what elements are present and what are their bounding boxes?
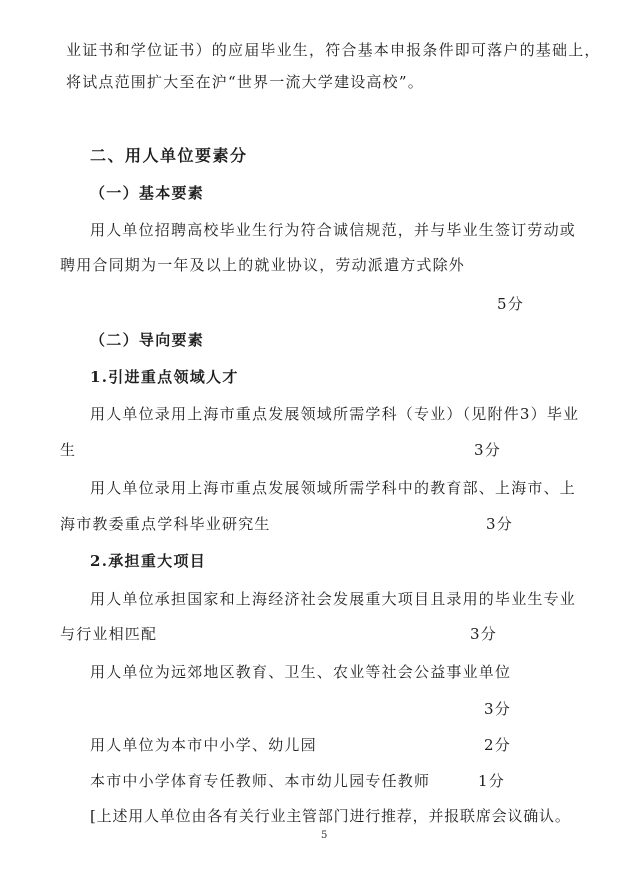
text-line: 用人单位录用上海市重点发展领域所需学科中的教育部、上海市、上 xyxy=(90,479,577,497)
item-heading: 2.承担重大项目 xyxy=(90,552,207,570)
text-line: 生 xyxy=(60,441,77,459)
score-value: 3分 xyxy=(470,625,497,643)
score-value: 5分 xyxy=(497,295,524,313)
text-line: 用人单位为远郊地区教育、卫生、农业等社会公益事业单位 xyxy=(90,663,512,681)
text-line: 本市中小学体育专任教师、本市幼儿园专任教师 xyxy=(90,772,431,790)
text-line: 与行业相匹配 xyxy=(60,625,158,643)
text-line: 用人单位招聘高校毕业生行为符合诚信规范，并与毕业生签订劳动或 xyxy=(90,221,577,239)
score-value: 3分 xyxy=(484,700,511,718)
score-value: 3分 xyxy=(486,515,513,533)
text-line: 海市教委重点学科毕业研究生 xyxy=(60,515,271,533)
text-line: 用人单位承担国家和上海经济社会发展重大项目且录用的毕业生专业 xyxy=(90,590,577,608)
score-value: 3分 xyxy=(474,441,501,459)
text-line: 聘用合同期为一年及以上的就业协议，劳动派遣方式除外 xyxy=(60,256,466,274)
text-line: 将试点范围扩大至在沪“世界一流大学建设高校”。 xyxy=(66,73,424,91)
score-value: 1分 xyxy=(478,772,505,790)
subsection-heading: （一）基本要素 xyxy=(90,184,205,202)
page-number: 5 xyxy=(321,830,328,841)
text-line: 用人单位为本市中小学、幼儿园 xyxy=(90,736,317,754)
item-heading: 1.引进重点领域人才 xyxy=(90,368,239,386)
subsection-heading: （二）导向要素 xyxy=(90,331,205,349)
section-heading: 二、用人单位要素分 xyxy=(90,146,248,165)
score-value: 2分 xyxy=(484,736,511,754)
text-line: 用人单位录用上海市重点发展领域所需学科（专业）（见附件3）毕业 xyxy=(90,405,580,423)
text-line: 业证书和学位证书）的应届毕业生，符合基本申报条件即可落户的基础上， xyxy=(66,41,601,59)
note-line: [上述用人单位由各有关行业主管部门进行推荐，并报联席会议确认。 xyxy=(90,807,571,825)
